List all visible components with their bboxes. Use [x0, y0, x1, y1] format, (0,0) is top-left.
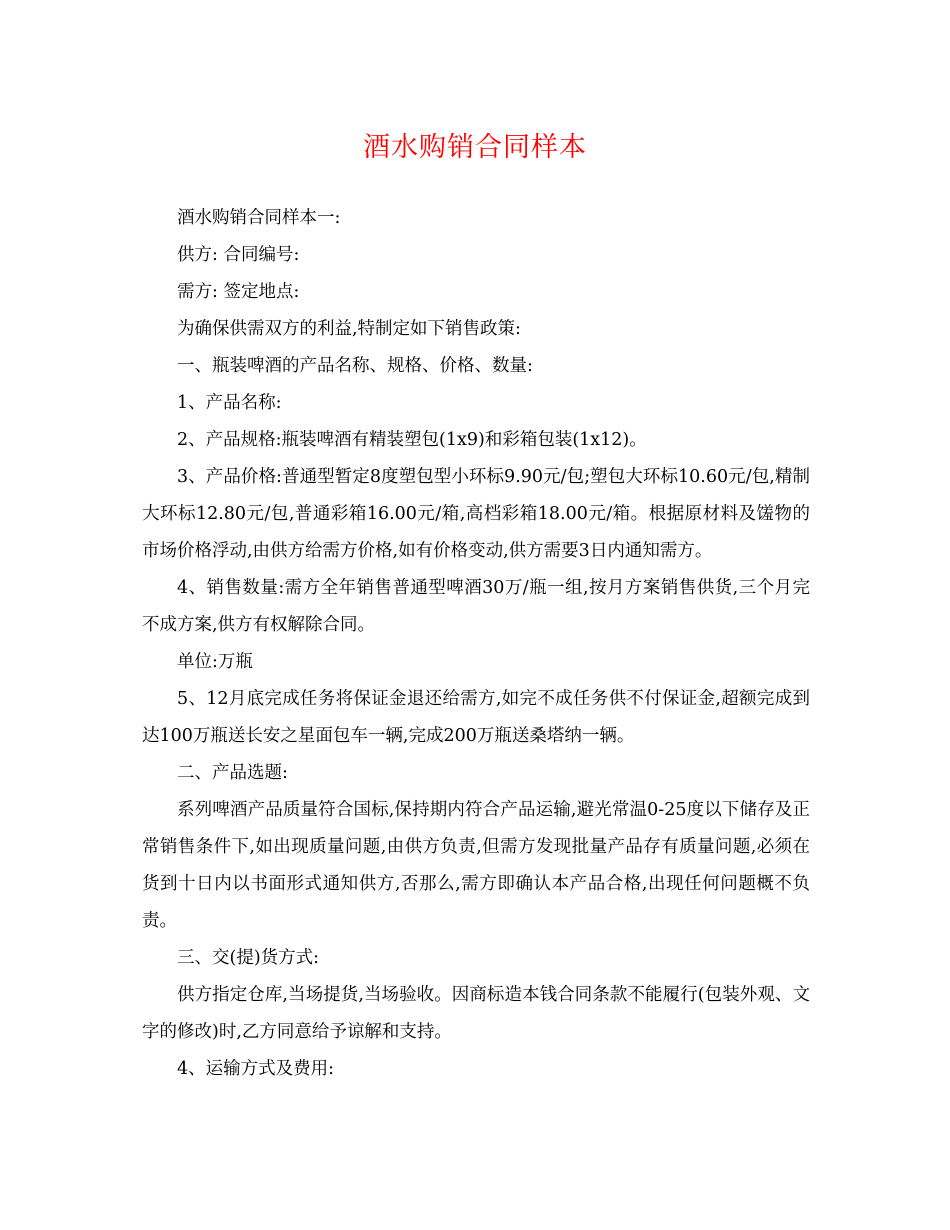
paragraph: 3、产品价格:普通型暂定8度塑包型小环标9.90元/包;塑包大环标10.60元/包,精制大环标12.80元/包,普通彩箱16.00元/箱,高档彩箱18.00元/箱。根据原材料及馐物的市场价格浮动,由供方给需方价格,如有价格变动,供方需要3日内通知需方。: [142, 467, 810, 561]
paragraph: 单位:万瓶: [177, 652, 253, 672]
paragraph: 为确保供需双方的利益,特制定如下销售政策:: [177, 319, 521, 339]
paragraph: 2、产品规格:瓶装啤酒有精装塑包(1x9)和彩箱包装(1x12)。: [177, 430, 647, 450]
document-body: [142, 200, 810, 1088]
paragraph: 供方指定仓库,当场提货,当场验收。因商标造本钱合同条款不能履行(包装外观、文字的修改)时,乙方同意给予谅解和支持。: [142, 985, 810, 1042]
paragraph: 4、销售数量:需方全年销售普通型啤酒30万/瓶一组,按月方案销售供货,三个月完不成方案,供方有权解除合同。: [142, 578, 810, 635]
paragraph: 需方: 签定地点:: [177, 282, 300, 302]
paragraph: 系列啤酒产品质量符合国标,保持期内符合产品运输,避光常温0-25度以下储存及正常销售条件下,如出现质量问题,由供方负责,但需方发现批量产品存有质量问题,必须在货到十日内以书面形式通知供方,否那么,需方即确认本产品合格,出现任何问题概不负责。: [142, 800, 810, 931]
paragraph: 5、12月底完成任务将保证金退还给需方,如完不成任务供不付保证金,超额完成到达100万瓶送长安之星面包车一辆,完成200万瓶送桑塔纳一辆。: [142, 689, 810, 746]
paragraph: 三、交(提)货方式:: [177, 948, 320, 968]
paragraph: 4、运输方式及费用:: [177, 1059, 335, 1079]
document-title: 酒水购销合同样本: [363, 132, 587, 163]
paragraph: 一、瓶装啤酒的产品名称、规格、价格、数量:: [177, 356, 533, 376]
paragraph: 供方: 合同编号:: [177, 245, 300, 265]
paragraph: 1、产品名称:: [177, 393, 282, 413]
paragraph: 酒水购销合同样本一:: [177, 208, 341, 228]
paragraph: 二、产品选题:: [177, 763, 288, 783]
